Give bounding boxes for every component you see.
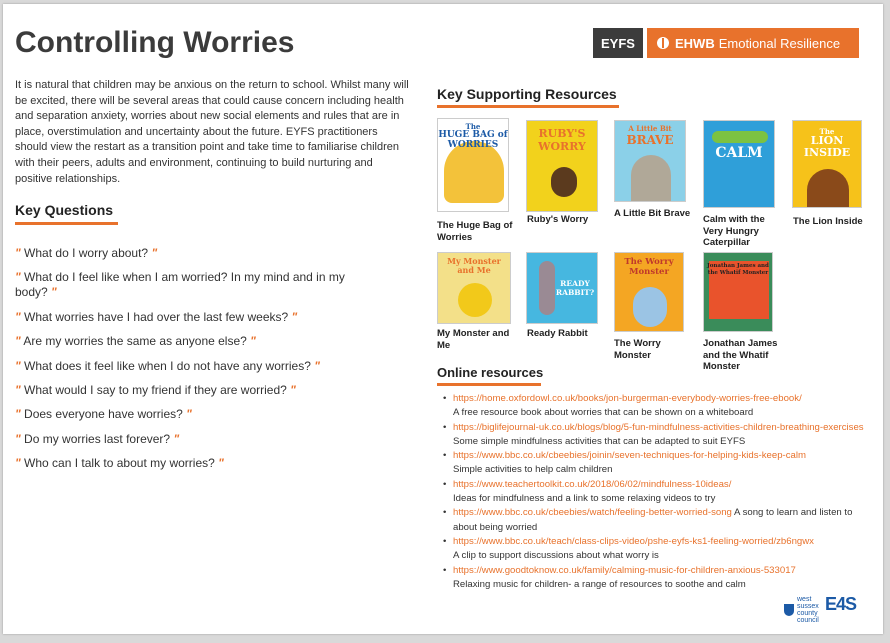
book-cover-worry-monster: The Worry Monster xyxy=(614,252,684,332)
question-4: " Are my worries the same as anyone else? " xyxy=(15,334,256,348)
online-resources-underline xyxy=(437,383,541,386)
resource-link[interactable]: https://www.bbc.co.uk/teach/class-clips-video/pshe-eyfs-ks1-feeling-worried/zb6ngwx xyxy=(453,535,814,547)
book-cover-lion-inside: The LION INSIDE xyxy=(792,120,862,208)
book-cover-huge-bag: The HUGE BAG of WORRIES xyxy=(437,118,509,212)
resource-item: • https://home.oxfordowl.co.uk/books/jon-burgerman-everybody-worries-free-ebook/ A free resource book about worries that can be shown on a whiteboard xyxy=(441,392,871,421)
eyfs-badge: EYFS xyxy=(593,28,643,58)
key-questions-heading: Key Questions xyxy=(15,202,114,218)
question-1: " What do I worry about? " xyxy=(15,246,158,260)
resource-link[interactable]: https://www.goodtoknow.co.uk/family/calming-music-for-children-anxious-533017 xyxy=(453,564,796,576)
question-2: " What do I feel like when I am worried? In my mind and in my body? " xyxy=(15,270,345,299)
question-8: " Do my worries last forever? " xyxy=(15,432,180,446)
key-questions-underline xyxy=(15,222,118,225)
resource-link[interactable]: https://www.bbc.co.uk/cbeebies/watch/feeling-better-worried-song xyxy=(453,507,732,519)
resource-link[interactable]: https://www.bbc.co.uk/cbeebies/joinin/seven-techniques-for-helping-kids-keep-calm xyxy=(453,450,807,462)
book-cover-calm: CALM xyxy=(703,120,775,208)
book-cover-my-monster: My Monster and Me xyxy=(437,252,511,324)
resource-link[interactable]: https://www.teachertoolkit.co.uk/2018/06/02/mindfulness-10ideas/ xyxy=(453,478,732,490)
resource-link[interactable]: https://home.oxfordowl.co.uk/books/jon-burgerman-everybody-worries-free-ebook/ xyxy=(453,393,802,404)
resources-heading: Key Supporting Resources xyxy=(437,86,617,102)
book-label-ready-rabbit: Ready Rabbit xyxy=(527,328,588,339)
book-cover-little-bit-brave: A Little Bit BRAVE xyxy=(614,120,686,202)
book-cover-rubys-worry: RUBY'S WORRY xyxy=(526,120,598,212)
book-label-little-bit-brave: A Little Bit Brave xyxy=(614,208,691,219)
question-9: " Who can I talk to about my worries? " xyxy=(15,456,224,470)
book-label-worry-monster: The Worry Monster xyxy=(614,338,661,361)
resource-item: • https://www.bbc.co.uk/cbeebies/joinin/seven-techniques-for-helping-kids-keep-calm Simple activities to help calm children xyxy=(441,449,871,478)
question-3: " What worries have I had over the last few weeks? " xyxy=(15,310,298,324)
book-label-calm: Calm with the Very Hungry Caterpillar xyxy=(703,214,765,248)
online-resources-heading: Online resources xyxy=(437,365,544,380)
e4s-logo: E4S xyxy=(825,594,857,614)
book-cover-whatif-monster: Jonathan James and the Whatif Monster xyxy=(703,252,773,332)
west-sussex-logo: west sussex county council xyxy=(784,596,827,624)
question-7: " Does everyone have worries? " xyxy=(15,407,192,421)
intro-paragraph: It is natural that children may be anxious on the return to school. Whilst many will be excited, there will be several areas that could cause concern including health and separation anxiety, worries about new social elements and rules that are in place, overstimulation and uncertainty about the future. EYFS practitioners should view the restart as a transition point and take time to familiarise children with their peers, adults and environment, continuing to build nurturing and positive relationships. xyxy=(15,79,409,185)
resources-underline xyxy=(437,105,619,108)
resource-item: • https://www.teachertoolkit.co.uk/2018/06/02/mindfulness-10ideas/ Ideas for mindfulness and a link to some relaxing videos to try xyxy=(441,478,871,507)
question-5: " What does it feel like when I do not have any worries? " xyxy=(15,359,320,373)
book-label-lion-inside: The Lion Inside xyxy=(793,216,863,227)
book-label-rubys-worry: Ruby's Worry xyxy=(527,214,589,225)
online-resources-list xyxy=(441,392,871,592)
resource-item: • https://www.bbc.co.uk/cbeebies/watch/feeling-better-worried-song A song to learn and listen to about being worried xyxy=(441,506,871,535)
book-label-whatif-monster: Jonathan James and the Whatif Monster xyxy=(703,338,778,372)
resource-item: • https://biglifejournal-uk.co.uk/blogs/blog/5-fun-mindfulness-activities-children-breathing-exercises Some simple mindfulness activities that can be adapted to suit EYFS xyxy=(441,421,871,450)
page-title: Controlling Worries xyxy=(15,26,295,59)
question-6: " What would I say to my friend if they are worried? " xyxy=(15,383,296,397)
resource-item: • https://www.bbc.co.uk/teach/class-clips-video/pshe-eyfs-ks1-feeling-worried/zb6ngwx A clip to support discussions about what worry is xyxy=(441,535,871,564)
book-label-huge-bag: The Huge Bag of Worries xyxy=(437,220,513,243)
document-page xyxy=(3,4,883,634)
ehwb-logo-icon xyxy=(657,37,669,49)
resource-link[interactable]: https://biglifejournal-uk.co.uk/blogs/blog/5-fun-mindfulness-activities-children-breathing-exercises xyxy=(453,421,864,433)
book-cover-ready-rabbit: READY RABBIT? xyxy=(526,252,598,324)
book-label-my-monster: My Monster and Me xyxy=(437,328,510,351)
shield-icon xyxy=(784,604,794,616)
resource-item: • https://www.goodtoknow.co.uk/family/calming-music-for-children-anxious-533017 Relaxing music for children- a range of resources to soothe and calm xyxy=(441,564,871,593)
ehwb-badge: EHWB Emotional Resilience xyxy=(647,28,859,58)
